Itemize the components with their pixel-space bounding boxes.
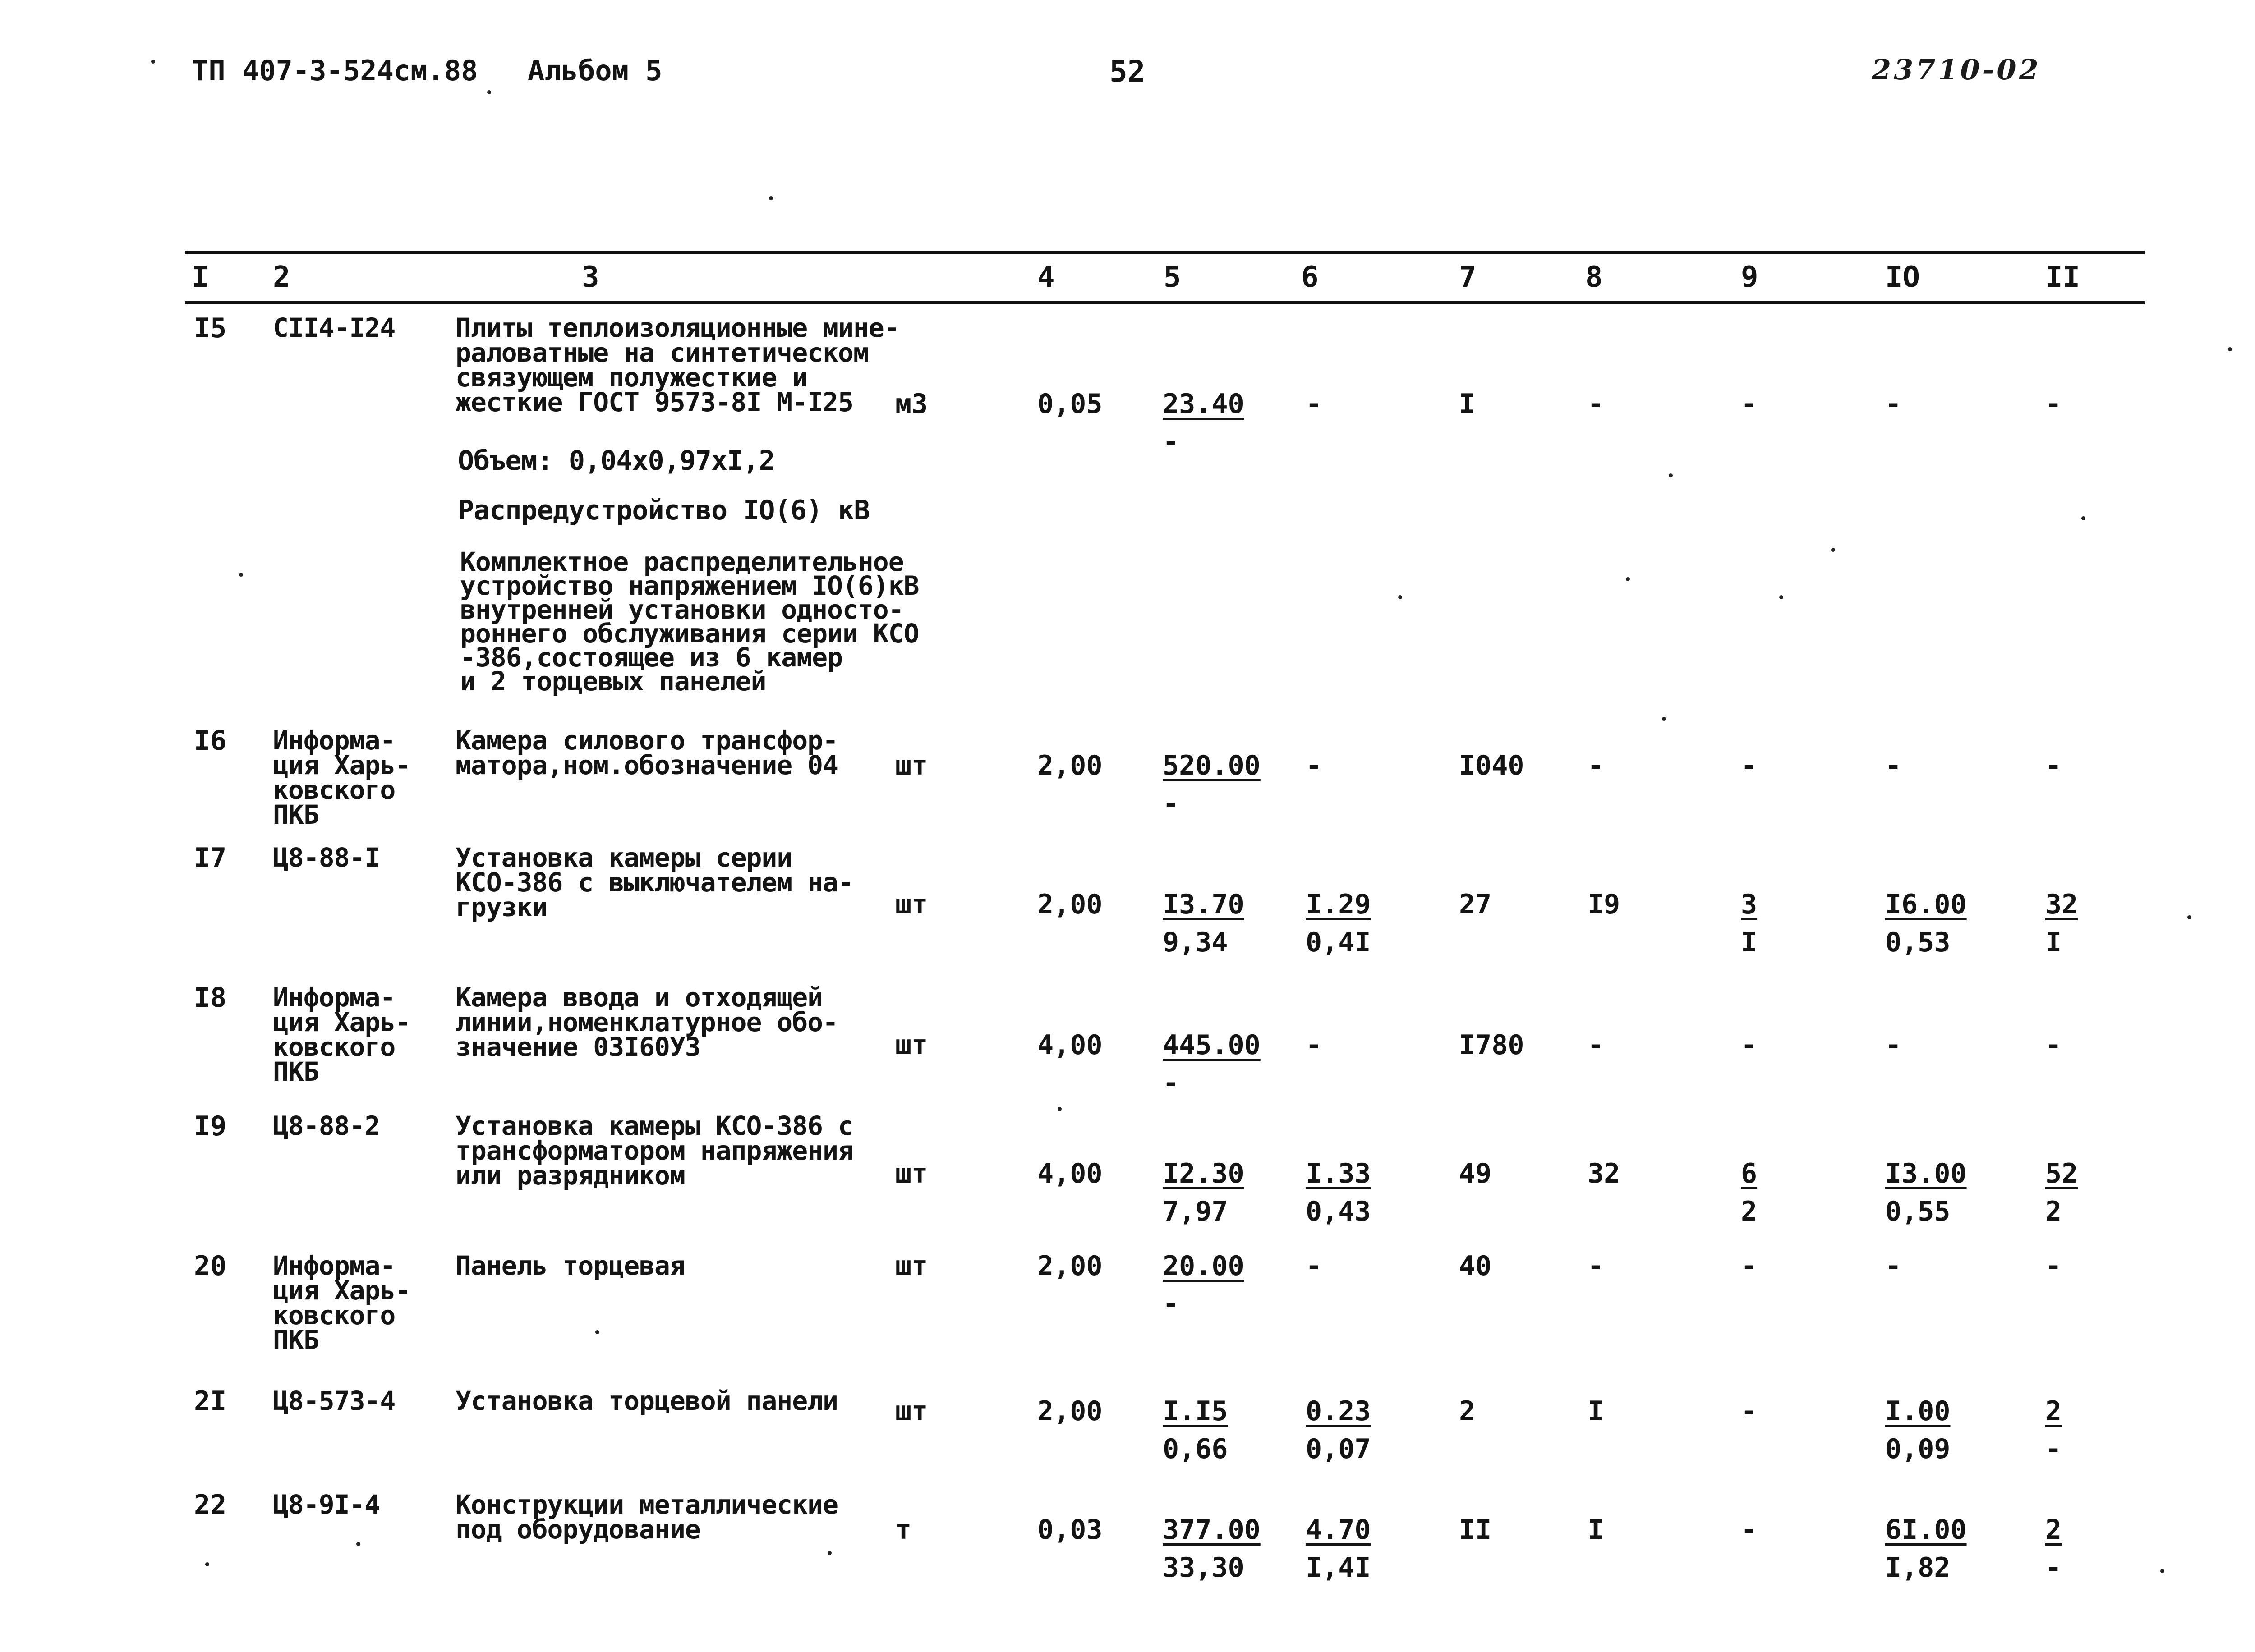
value-c9-bottom: I (1741, 927, 1758, 958)
value-c11-top: 2 (2045, 1514, 2062, 1546)
value-c10-top: 6I.00 (1885, 1514, 1967, 1546)
column-number: I (192, 261, 209, 294)
item-description: Камера силового трансфор- матора,ном.обозначение 04 (456, 725, 838, 780)
norm-code: Информа- ция Харь- ковского ПКБ (273, 725, 411, 830)
value-c6-top: - (1306, 388, 1322, 420)
value-c6-top: I.29 (1306, 889, 1371, 920)
value-c5-bottom: 9,34 (1163, 927, 1228, 958)
value-c5-bottom: - (1163, 426, 1179, 458)
item-description: Камера ввода и отходящей линии,номенклатурное обо- значение 03I60УЗ (456, 982, 838, 1062)
value-c11-top: - (2045, 750, 2062, 781)
value-c5 (1163, 1155, 1244, 1230)
value-c11 (2045, 886, 2078, 961)
value-c9-top: - (1741, 1514, 1758, 1546)
row-number: 22 (194, 1489, 227, 1521)
value-c6 (1306, 385, 1322, 423)
kso-description: Комплектное распределительное устройство напряжением IO(6)кВ внутренней установки односто- роннего обслуживания серии КСО -386,состоящее из 6 камер и 2 торцевых панелей (460, 546, 919, 697)
album-label: Альбом 5 (528, 54, 663, 87)
value-c8: - (1588, 1029, 1604, 1061)
value-c5-bottom: - (1163, 1288, 1179, 1320)
scan-speck (1058, 1107, 1062, 1111)
item-description: Установка камеры серии КСО-386 с выключателем на- грузки (456, 842, 853, 922)
quantity: 2,00 (1037, 750, 1103, 781)
value-c9-top: - (1741, 1250, 1758, 1282)
value-c5-bottom: - (1163, 1067, 1179, 1099)
value-c5 (1163, 1511, 1261, 1587)
table-top-rule (185, 251, 2145, 254)
value-c5 (1163, 886, 1244, 961)
value-c11-top: 32 (2045, 889, 2078, 920)
value-c11-top: 52 (2045, 1158, 2078, 1189)
column-number: 2 (273, 261, 290, 294)
value-c11 (2045, 1155, 2078, 1230)
value-c5-top: I3.70 (1163, 889, 1244, 920)
column-number: 5 (1164, 261, 1181, 294)
value-c10-top: - (1885, 750, 1902, 781)
value-c10 (1885, 385, 1901, 423)
scan-speck (1662, 717, 1666, 721)
value-c10 (1885, 1026, 1901, 1064)
scan-speck (151, 60, 155, 64)
row-number: I6 (194, 725, 227, 757)
value-c11-bottom: - (2045, 1552, 2062, 1583)
value-c9-top: - (1741, 1029, 1758, 1061)
column-number: 4 (1037, 261, 1055, 294)
scan-speck (239, 573, 243, 577)
scan-speck (2187, 915, 2191, 919)
norm-code: Ц8-88-I (273, 842, 380, 873)
unit: шт (895, 750, 928, 781)
value-c5-top: 520.00 (1163, 750, 1261, 781)
value-c11 (2045, 1026, 2062, 1064)
value-c7: 49 (1459, 1158, 1492, 1189)
value-c11 (2045, 747, 2062, 785)
value-c10-top: I6.00 (1885, 889, 1967, 920)
item-description: Установка торцевой панели (456, 1386, 838, 1416)
value-c7: 40 (1459, 1250, 1492, 1282)
value-c9 (1741, 1026, 1757, 1064)
value-c10 (1885, 1247, 1901, 1285)
value-c8: I (1588, 1395, 1604, 1427)
scan-speck (1626, 577, 1630, 581)
item-description: Панель торцевая (456, 1250, 685, 1281)
value-c10 (1885, 1392, 1951, 1468)
value-c10 (1885, 1511, 1967, 1587)
value-c9 (1741, 385, 1757, 423)
value-c11 (2045, 1392, 2062, 1468)
value-c11-bottom: - (2045, 1433, 2062, 1465)
value-c5-top: I2.30 (1163, 1158, 1244, 1189)
value-c5-top: 20.00 (1163, 1250, 1244, 1282)
section-title: Распредустройство IO(6) кВ (458, 495, 870, 526)
norm-code: Ц8-88-2 (273, 1111, 380, 1141)
unit: шт (895, 1395, 928, 1427)
value-c6 (1306, 1026, 1322, 1064)
volume-note: Объем: 0,04х0,97хI,2 (458, 445, 775, 477)
value-c7: II (1459, 1514, 1492, 1546)
value-c9-top: - (1741, 388, 1758, 420)
value-c9 (1741, 1511, 1757, 1549)
value-c10 (1885, 747, 1901, 785)
value-c9 (1741, 1155, 1757, 1230)
value-c7: 27 (1459, 889, 1492, 920)
value-c6-top: - (1306, 1250, 1322, 1282)
scan-speck (356, 1542, 360, 1546)
column-number: 9 (1741, 261, 1758, 294)
row-number: I5 (194, 312, 227, 344)
scan-speck (2228, 347, 2232, 351)
value-c11-bottom: I (2045, 927, 2062, 958)
quantity: 0,05 (1037, 388, 1103, 420)
quantity: 4,00 (1037, 1158, 1103, 1189)
value-c10-top: - (1885, 1250, 1902, 1282)
value-c5 (1163, 1026, 1261, 1102)
row-number: 2I (194, 1386, 227, 1417)
value-c10-bottom: 0,09 (1885, 1433, 1951, 1465)
value-c6-top: - (1306, 1029, 1322, 1061)
quantity: 2,00 (1037, 1250, 1103, 1282)
value-c8: I (1588, 1514, 1604, 1546)
value-c5 (1163, 385, 1244, 461)
value-c11-bottom: 2 (2045, 1196, 2062, 1227)
value-c6-bottom: 0,43 (1306, 1196, 1371, 1227)
scan-speck (769, 196, 773, 200)
value-c6 (1306, 886, 1371, 961)
column-number: 8 (1585, 261, 1603, 294)
scan-speck (205, 1562, 209, 1566)
value-c11-top: 2 (2045, 1395, 2062, 1427)
value-c10-top: - (1885, 1029, 1902, 1061)
value-c6 (1306, 747, 1322, 785)
column-number: II (2045, 261, 2080, 294)
value-c6-bottom: 0,4I (1306, 927, 1371, 958)
value-c10-top: - (1885, 388, 1902, 420)
value-c11 (2045, 1247, 2062, 1285)
quantity: 0,03 (1037, 1514, 1103, 1546)
value-c7: I040 (1459, 750, 1524, 781)
value-c10 (1885, 1155, 1967, 1230)
scan-speck (2081, 516, 2085, 520)
quantity: 4,00 (1037, 1029, 1103, 1061)
value-c10-bottom: 0,55 (1885, 1196, 1951, 1227)
quantity: 2,00 (1037, 1395, 1103, 1427)
scan-speck (595, 1330, 599, 1334)
value-c11 (2045, 1511, 2062, 1587)
quantity: 2,00 (1037, 889, 1103, 920)
value-c10-bottom: I,82 (1885, 1552, 1951, 1583)
column-number: 7 (1459, 261, 1477, 294)
item-description: Конструкции металлические под оборудование (456, 1489, 838, 1545)
value-c11-top: - (2045, 1029, 2062, 1061)
scan-speck (1398, 595, 1402, 599)
norm-code: СII4-I24 (273, 312, 396, 343)
value-c11-top: - (2045, 388, 2062, 420)
value-c5-top: 377.00 (1163, 1514, 1261, 1546)
value-c8: - (1588, 750, 1604, 781)
value-c9-bottom: 2 (1741, 1196, 1758, 1227)
value-c6 (1306, 1247, 1322, 1285)
norm-code: Информа- ция Харь- ковского ПКБ (273, 982, 411, 1087)
page-number: 52 (1109, 54, 1146, 89)
scan-speck (1669, 473, 1673, 477)
value-c8: 32 (1588, 1158, 1620, 1189)
value-c5-bottom: 7,97 (1163, 1196, 1228, 1227)
unit: шт (895, 1250, 928, 1282)
norm-code: Ц8-9I-4 (273, 1489, 380, 1520)
item-description: Плиты теплоизоляционные мине- раловатные на синтетическом связующем полужесткие и жесткие ГОСТ 9573-8I М-I25 (456, 312, 899, 418)
value-c6 (1306, 1155, 1371, 1230)
scan-speck (828, 1551, 832, 1555)
value-c6-top: 4.70 (1306, 1514, 1371, 1546)
value-c7: I780 (1459, 1029, 1524, 1061)
scan-speck (2160, 1569, 2164, 1573)
value-c5 (1163, 1392, 1228, 1468)
row-number: I8 (194, 982, 227, 1014)
value-c10-top: I3.00 (1885, 1158, 1967, 1189)
column-number: 6 (1301, 261, 1319, 294)
value-c10-bottom: 0,53 (1885, 927, 1951, 958)
norm-code: Информа- ция Харь- ковского ПКБ (273, 1250, 411, 1355)
document-code: ТП 407-3-524см.88 (192, 54, 478, 87)
value-c9 (1741, 1392, 1757, 1430)
value-c10-top: I.00 (1885, 1395, 1951, 1427)
value-c8: I9 (1588, 889, 1620, 920)
value-c6 (1306, 1392, 1371, 1468)
unit: шт (895, 1029, 928, 1061)
value-c9-top: - (1741, 1395, 1758, 1427)
row-number: I7 (194, 842, 227, 874)
scan-speck (487, 90, 491, 94)
unit: шт (895, 889, 928, 920)
value-c8: - (1588, 1250, 1604, 1282)
value-c9 (1741, 886, 1757, 961)
archive-number: 23710-02 (1872, 53, 2041, 86)
value-c5-bottom: 0,66 (1163, 1433, 1228, 1465)
value-c6-top: I.33 (1306, 1158, 1371, 1189)
scan-speck (1831, 548, 1835, 552)
row-number: 20 (194, 1250, 227, 1282)
column-number: 3 (582, 261, 599, 294)
unit: т (895, 1514, 912, 1546)
value-c7: I (1459, 388, 1476, 420)
value-c5 (1163, 747, 1261, 822)
scan-speck (1779, 595, 1783, 599)
value-c5 (1163, 1247, 1244, 1323)
column-number: IO (1885, 261, 1920, 294)
value-c5-top: 445.00 (1163, 1029, 1261, 1061)
table-header-rule (185, 301, 2145, 304)
value-c9-top: 6 (1741, 1158, 1758, 1189)
value-c10 (1885, 886, 1967, 961)
value-c6-top: - (1306, 750, 1322, 781)
value-c5-bottom: - (1163, 788, 1179, 819)
value-c5-top: 23.40 (1163, 388, 1244, 420)
value-c6-top: 0.23 (1306, 1395, 1371, 1427)
value-c9-top: 3 (1741, 889, 1758, 920)
value-c6-bottom: 0,07 (1306, 1433, 1371, 1465)
value-c11 (2045, 385, 2062, 423)
value-c9-top: - (1741, 750, 1758, 781)
value-c8: - (1588, 388, 1604, 420)
value-c9 (1741, 1247, 1757, 1285)
value-c9 (1741, 747, 1757, 785)
row-number: I9 (194, 1111, 227, 1142)
item-description: Установка камеры КСО-386 с трансформатором напряжения или разрядником (456, 1111, 853, 1191)
value-c11-top: - (2045, 1250, 2062, 1282)
value-c6 (1306, 1511, 1371, 1587)
unit: шт (895, 1158, 928, 1189)
value-c6-bottom: I,4I (1306, 1552, 1371, 1583)
value-c5-top: I.I5 (1163, 1395, 1228, 1427)
value-c5-bottom: 33,30 (1163, 1552, 1244, 1583)
norm-code: Ц8-573-4 (273, 1386, 396, 1416)
unit: м3 (895, 388, 928, 420)
value-c7: 2 (1459, 1395, 1476, 1427)
